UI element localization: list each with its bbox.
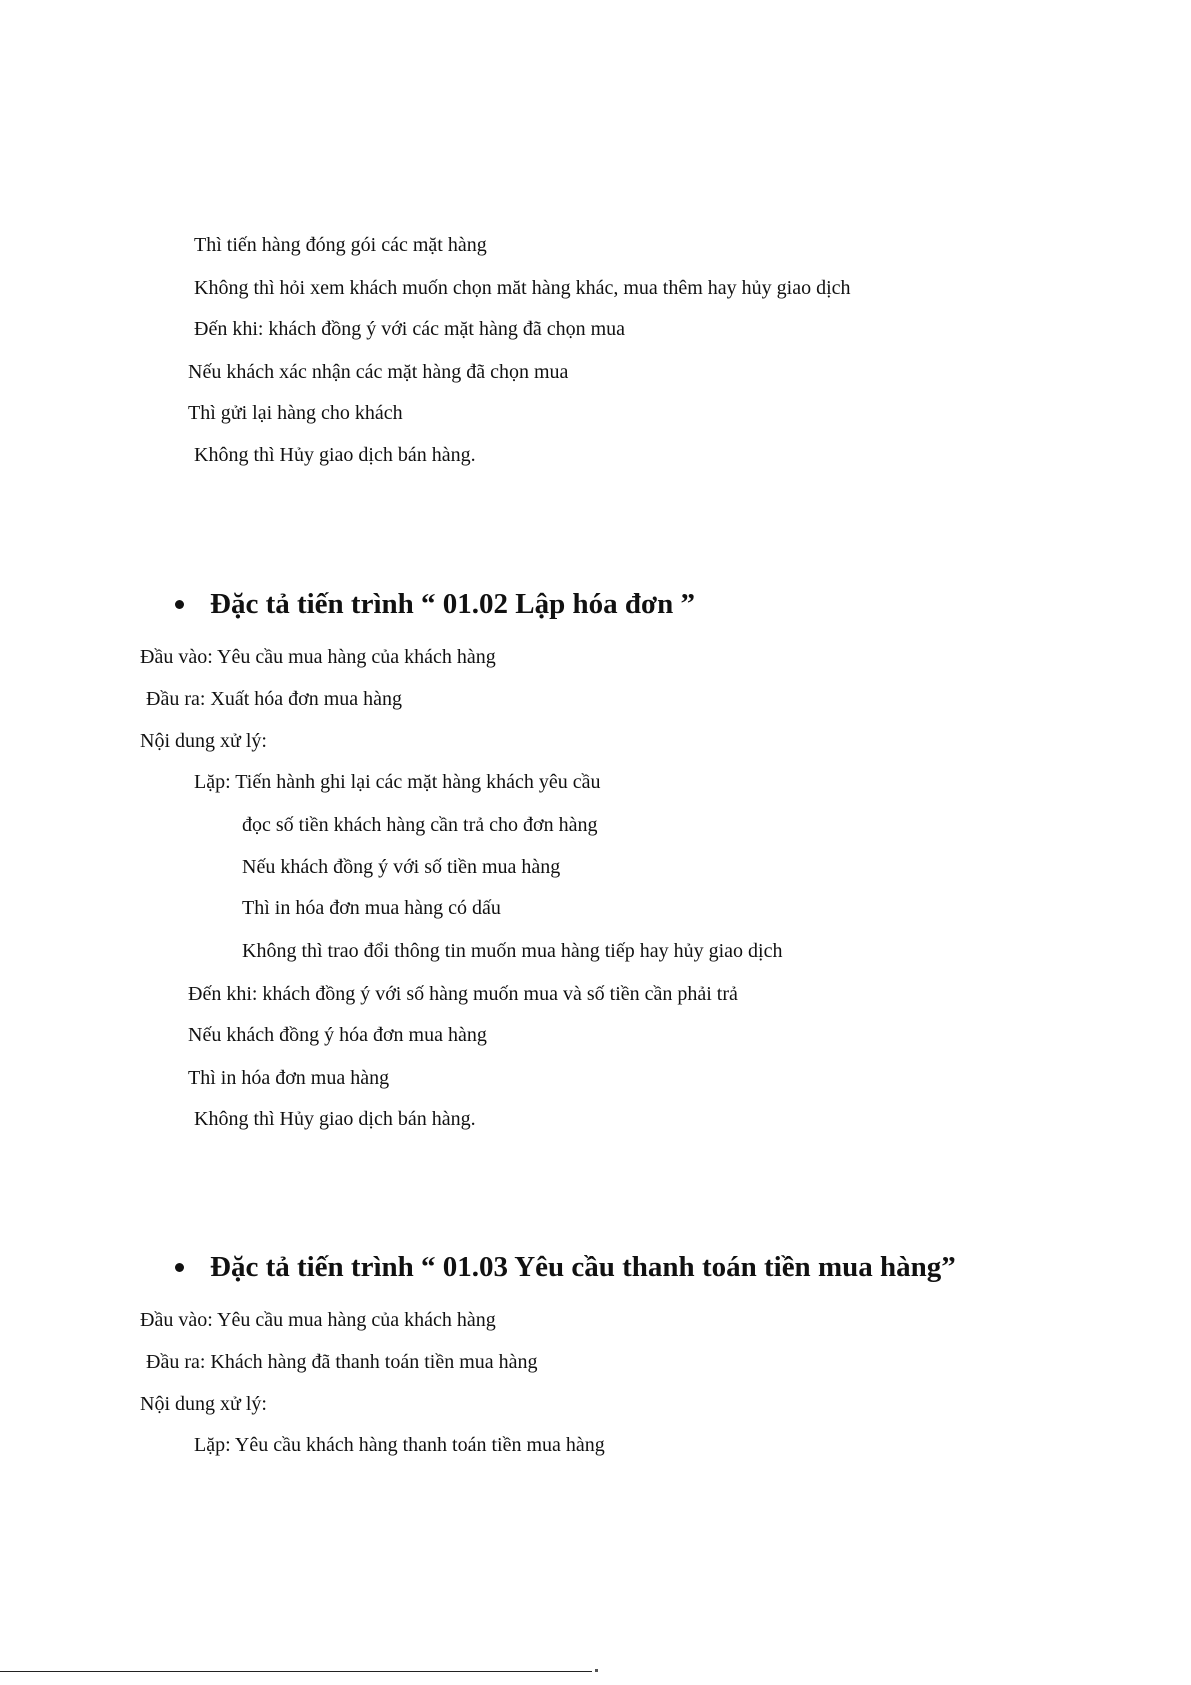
step-line: Không thì Hủy giao dịch bán hàng. — [194, 1108, 476, 1130]
input-line: Đầu vào: Yêu cầu mua hàng của khách hàng — [140, 646, 496, 668]
step-line: Nếu khách đồng ý hóa đơn mua hàng — [188, 1024, 487, 1046]
continuation-line: Không thì hỏi xem khách muốn chọn măt hàng khác, mua thêm hay hủy giao dịch — [194, 277, 851, 299]
continuation-line: Thì gửi lại hàng cho khách — [188, 402, 403, 424]
step-line: Đến khi: khách đồng ý với số hàng muốn mua và số tiền cần phải trả — [188, 983, 738, 1005]
section-heading-0103: Đặc tả tiến trình “ 01.03 Yêu cầu thanh toán tiền mua hàng” — [210, 1251, 956, 1283]
bullet-icon — [175, 1263, 184, 1272]
step-line: Thì in hóa đơn mua hàng có dấu — [242, 897, 501, 919]
continuation-line: Nếu khách xác nhận các mặt hàng đã chọn mua — [188, 361, 569, 383]
step-line: Lặp: Tiến hành ghi lại các mặt hàng khách yêu cầu — [194, 771, 601, 793]
step-line: Nếu khách đồng ý với số tiền mua hàng — [242, 856, 561, 878]
footer-mark — [595, 1669, 598, 1672]
continuation-line: Không thì Hủy giao dịch bán hàng. — [194, 444, 476, 466]
input-line: Đầu vào: Yêu cầu mua hàng của khách hàng — [140, 1309, 496, 1331]
step-line: đọc số tiền khách hàng cần trả cho đơn hàng — [242, 814, 598, 836]
section-heading-0102: Đặc tả tiến trình “ 01.02 Lập hóa đơn ” — [210, 588, 695, 620]
step-line: Lặp: Yêu cầu khách hàng thanh toán tiền mua hàng — [194, 1434, 605, 1456]
processing-label: Nội dung xử lý: — [140, 730, 267, 752]
processing-label: Nội dung xử lý: — [140, 1393, 267, 1415]
step-line: Không thì trao đổi thông tin muốn mua hàng tiếp hay hủy giao dịch — [242, 940, 783, 962]
step-line: Thì in hóa đơn mua hàng — [188, 1067, 390, 1089]
footer-divider — [0, 1671, 592, 1672]
continuation-line: Thì tiến hàng đóng gói các mặt hàng — [194, 234, 487, 256]
output-line: Đầu ra: Khách hàng đã thanh toán tiền mua hàng — [146, 1351, 538, 1373]
output-line: Đầu ra: Xuất hóa đơn mua hàng — [146, 688, 403, 710]
bullet-icon — [175, 600, 184, 609]
continuation-line: Đến khi: khách đồng ý với các mặt hàng đã chọn mua — [194, 318, 626, 340]
